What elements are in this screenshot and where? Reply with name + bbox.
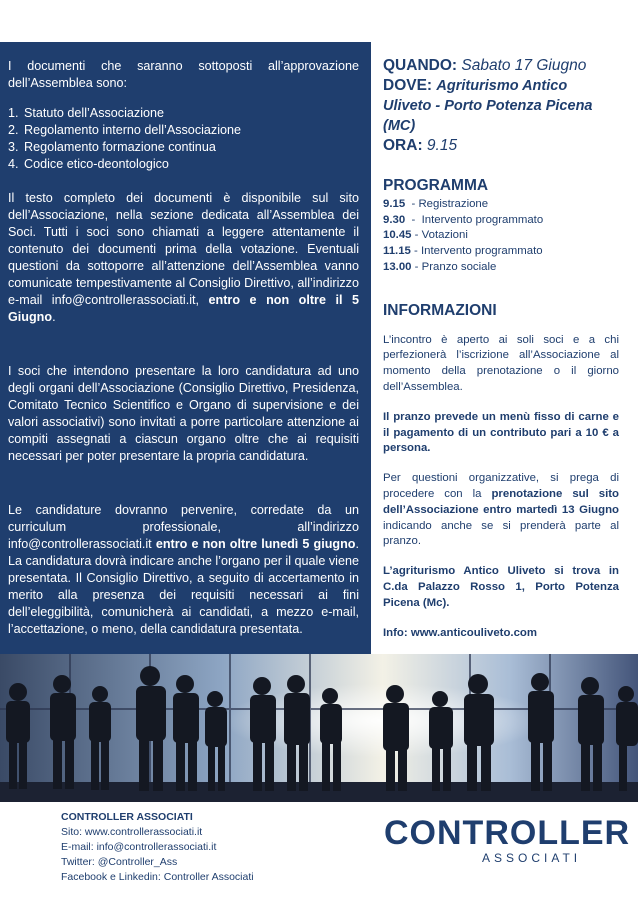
location-paragraph: L’agriturismo Antico Uliveto si trova in C.da Palazzo Rosso 1, Porto Potenza Picena (Mc). (383, 565, 619, 609)
program-item: 13.00 - Pranzo sociale (383, 260, 497, 273)
where-line: DOVE: Agriturismo Antico Uliveto - Porto Potenza Picena (MC) (383, 77, 593, 134)
applications-paragraph: Le candidature dovranno pervenire, corredate da un curriculum professionale, all’indirizzo info@controllerassociati.it entro e non oltre lunedì 5 giugno. La candidatura dovrà indicare anche l’organo per il quale viene presentata. Il Consiglio Direttivo, a seguito di accertamento in merito alla presenza dei requisiti necessari ai fini dell’eleggibilità, comunicherà ai candidati, a mezzo e-mail, l’accettazione, o meno, della candidatura presentata. (8, 503, 360, 636)
footer-contacts (61, 810, 254, 885)
informazioni-heading: INFORMAZIONI (383, 301, 497, 319)
list-item: 1. Statuto dell’Associazione (8, 106, 165, 120)
documents-list (8, 105, 359, 173)
lunch-paragraph: Il pranzo prevede un menù fisso di carne e il pagamento di un contributo pari a 10 € a persona. (383, 410, 619, 455)
business-people-silhouette-photo (0, 654, 638, 802)
controller-associati-logo (384, 810, 631, 870)
candidates-paragraph: I soci che intendono presentare la loro candidatura ad uno degli organi dell’Associazione (Consiglio Direttivo, Presidenza, Comitato Tecnico Scientifico e Organo di supervisione e dei valori associativi) sono invitati a porre particolare attenzione ai compiti assegnati a ciascun organo oltre che ai requisiti necessari per poter presentare la propria candidatura. (8, 364, 359, 463)
list-item: 4. Codice etico-deontologico (8, 157, 169, 171)
program-item: 11.15 - Intervento programmato (383, 245, 543, 258)
footer-twitter: Twitter: @Controller_Ass (61, 856, 178, 868)
list-item: 3. Regolamento formazione continua (8, 140, 216, 154)
logo-sub-text: ASSOCIATI (482, 851, 582, 865)
program-item: 10.45 - Votazioni (383, 229, 468, 242)
info-website: Info: www.anticouliveto.com (383, 626, 537, 639)
left-text-panel (0, 42, 371, 654)
time-line: ORA: 9.15 (383, 137, 458, 154)
footer-email: E-mail: info@controllerassociati.it (61, 841, 217, 853)
program-item: 9.15 - Registrazione (383, 197, 489, 210)
footer-social: Facebook e Linkedin: Controller Associati (61, 871, 254, 883)
info-paragraph: L’incontro è aperto ai soli soci e a chi perfezionerà l’iscrizione all’Associazione al momento della prenotazione o il giorno dell’Assemblea. (383, 333, 619, 393)
event-details-column (383, 56, 619, 641)
when-line: QUANDO: Sabato 17 Giugno (383, 57, 587, 74)
documents-paragraph: Il testo completo dei documenti è disponibile sul sito dell’Associazione, nella sezione dedicata all’Assemblea dei Soci. Tutti i soci sono chiamati a leggere attentamente il contenuto dei documenti prima della votazione. Eventuali questioni da sottoporre all’attenzione dell’Assemblea vanno comunicate tempestivamente al Consiglio Direttivo, all’indirizzo e-mail info@controllerassociati.it, entro e non oltre il 5 Giugno. (8, 191, 360, 324)
intro-text: I documenti che saranno sottoposti all’approvazione dell’Assemblea sono: (8, 59, 359, 90)
booking-paragraph: Per questioni organizzative, si prega di procedere con la prenotazione sul sito dell’Associazione entro martedì 13 Giugno indicando anche se si prenderà parte al pranzo. (383, 472, 620, 548)
list-item: 2. Regolamento interno dell’Associazione (8, 123, 242, 137)
logo-main-text: CONTROLLER (384, 814, 631, 852)
programma-heading: PROGRAMMA (383, 177, 489, 194)
footer-site: Sito: www.controllerassociati.it (61, 826, 203, 838)
footer-org-name: CONTROLLER ASSOCIATI (61, 811, 193, 823)
program-item: 9.30 - Intervento programmato (383, 213, 544, 226)
